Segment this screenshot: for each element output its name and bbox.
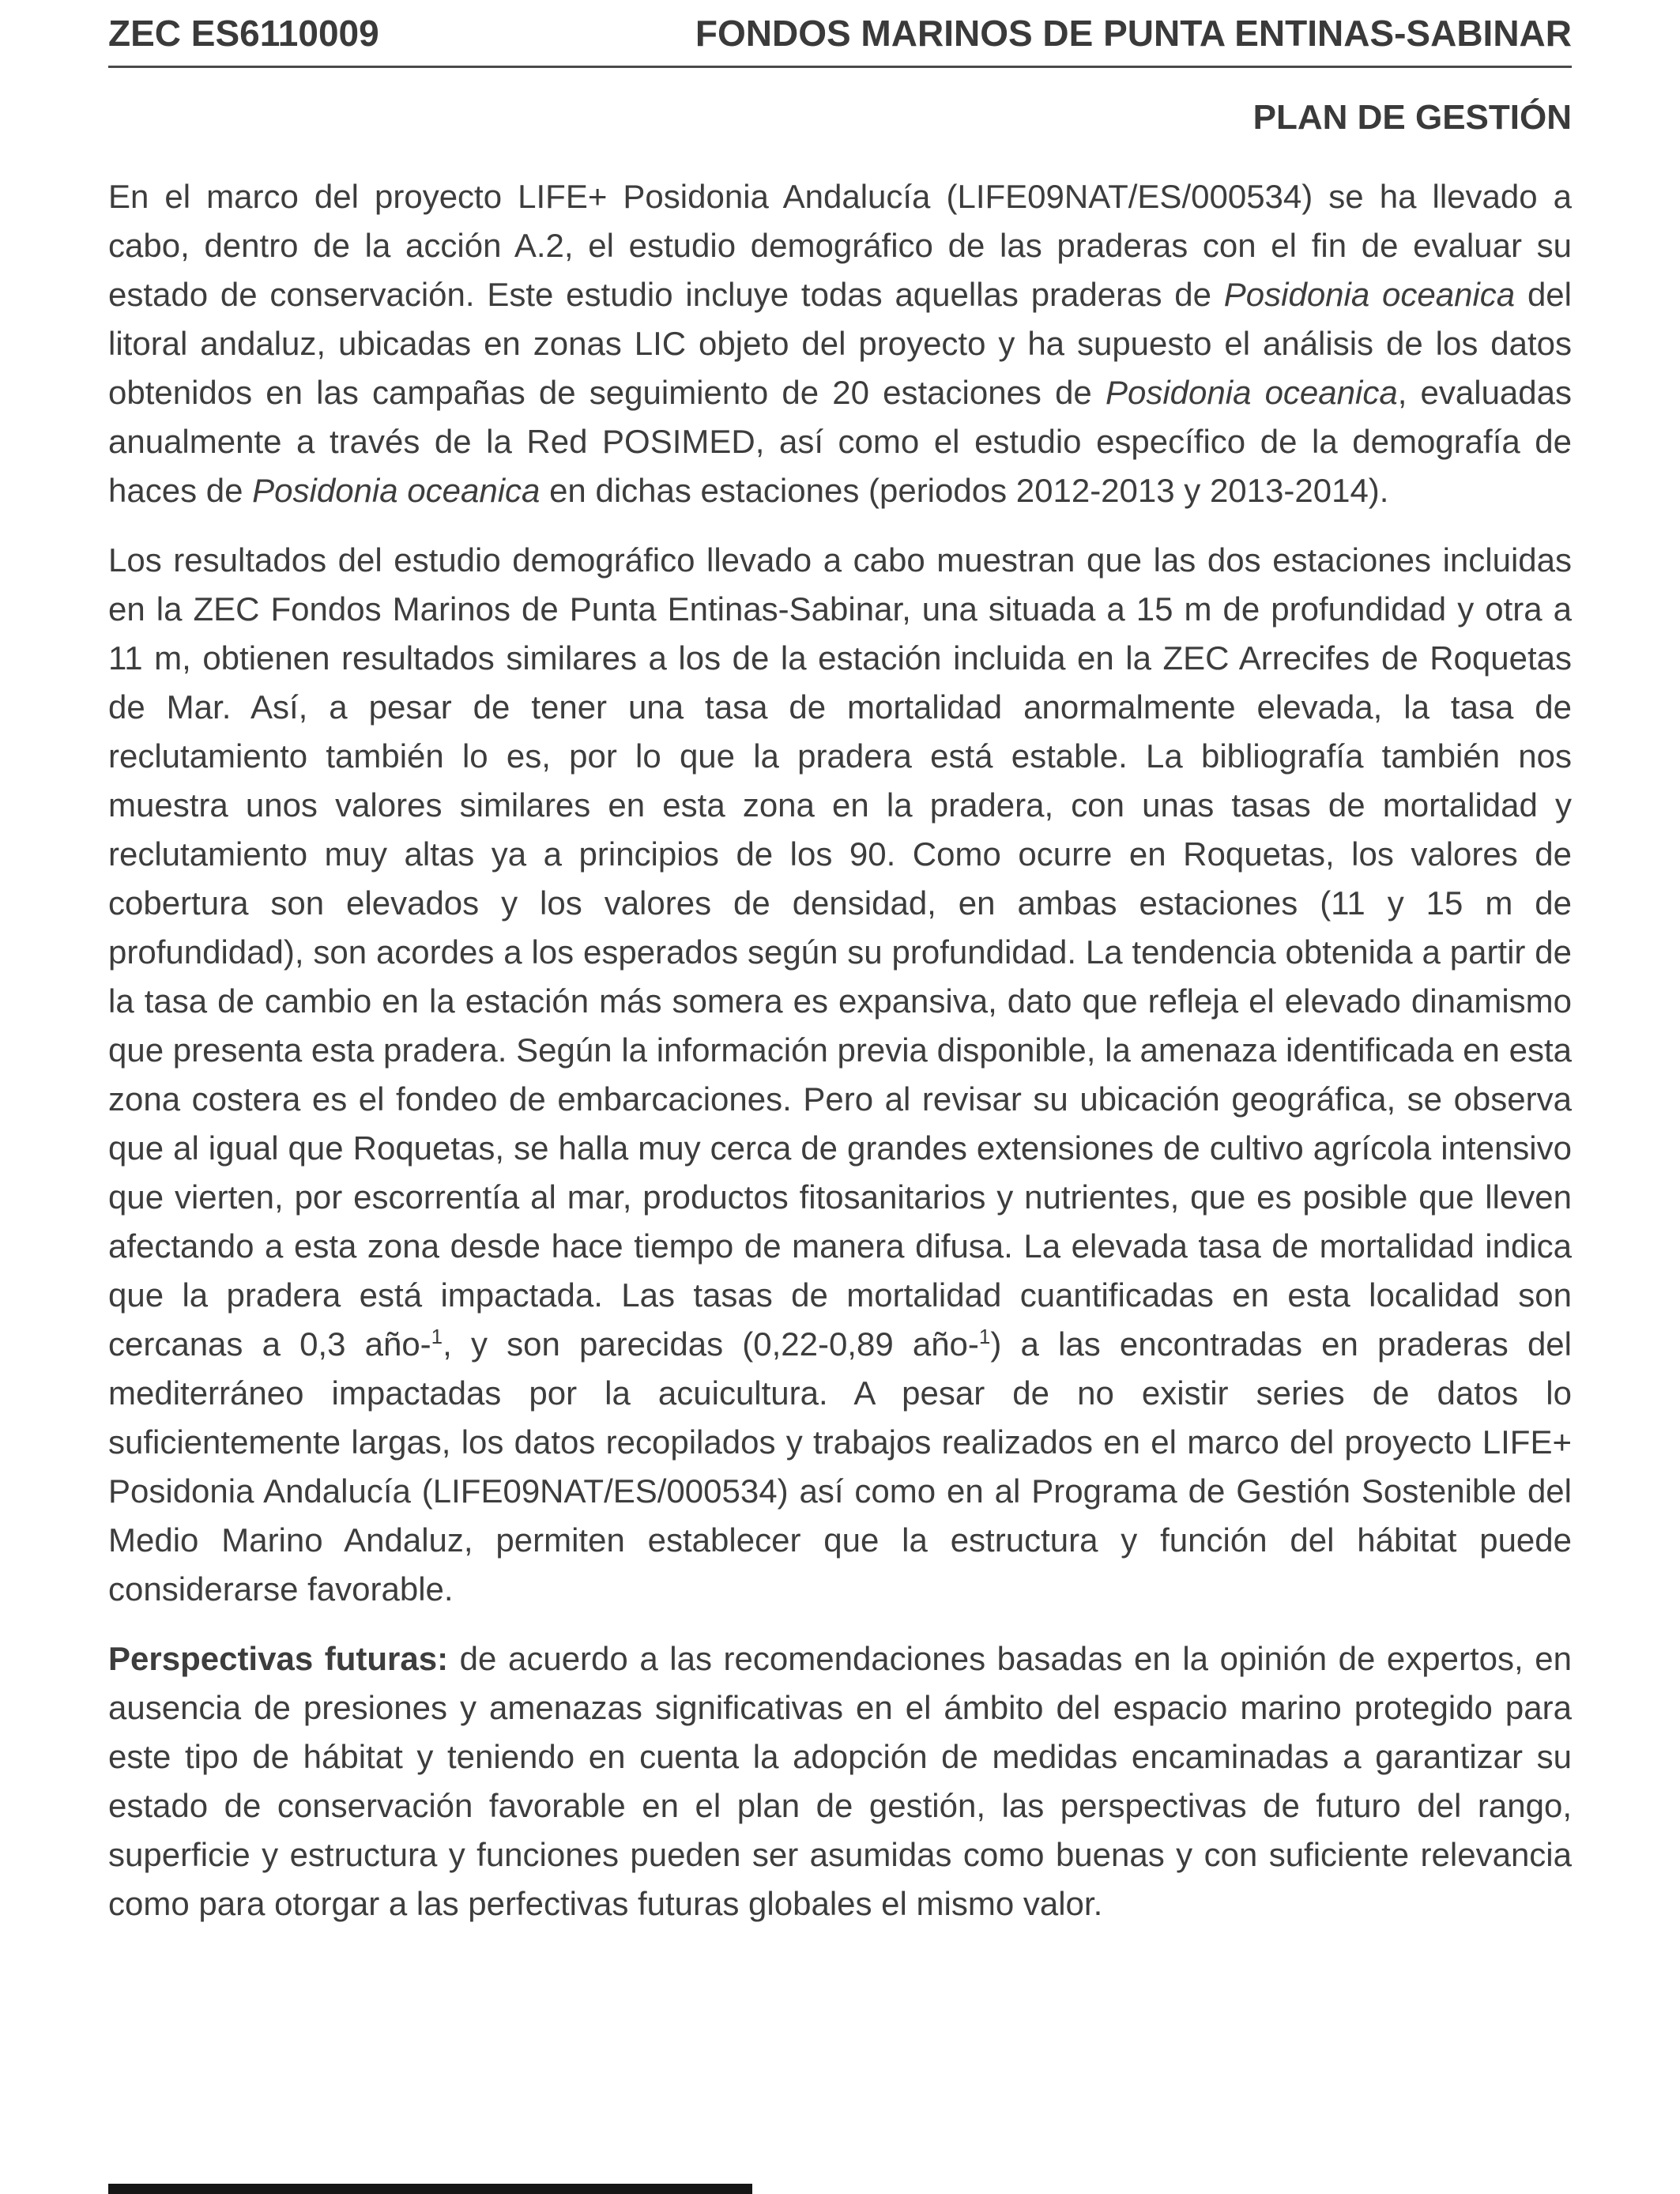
doc-code: ZEC ES6110009	[108, 13, 379, 54]
paragraph-study-intro: En el marco del proyecto LIFE+ Posidonia Andalucía (LIFE09NAT/ES/000534) se ha llevado a cabo, dentro de la acción A.2, el estudio demográfico de las praderas con el fin de evaluar su estado de conservación. Este estudio incluye todas aquellas praderas de Posidonia oceanica del litoral andaluz, ubicadas en zonas LIC objeto del proyecto y ha supuesto el análisis de los datos obtenidos en las campañas de seguimiento de 20 estaciones de Posidonia oceanica, evaluadas anualmente a través de la Red POSIMED, así como el estudio específico de la demografía de haces de Posidonia oceanica en dichas estaciones (periodos 2012-2013 y 2013-2014).	[108, 177, 1573, 509]
doc-title: FONDOS MARINOS DE PUNTA ENTINAS-SABINAR	[695, 13, 1572, 54]
document-body	[108, 172, 1572, 1928]
paragraph-results: Los resultados del estudio demográfico llevado a cabo muestran que las dos estaciones incluidas en la ZEC Fondos Marinos de Punta Entinas-Sabinar, una situada a 15 m de profundidad y otra a 11 m, obtienen resultados similares a los de la estación incluida en la ZEC Arrecifes de Roquetas de Mar. Así, a pesar de tener una tasa de mortalidad anormalmente elevada, la tasa de reclutamiento también lo es, por lo que la pradera está estable. La bibliografía también nos muestra unos valores similares en esta zona en la pradera, con unas tasas de mortalidad y reclutamiento muy altas ya a principios de los 90. Como ocurre en Roquetas, los valores de cobertura son elevados y los valores de densidad, en ambas estaciones (11 y 15 m de profundidad), son acordes a los esperados según su profundidad. La tendencia obtenida a partir de la tasa de cambio en la estación más somera es expansiva, dato que refleja el elevado dinamismo que presenta esta pradera. Según la información previa disponible, la amenaza identificada en esta zona costera es el fondeo de embarcaciones. Pero al revisar su ubicación geográfica, se observa que al igual que Roquetas, se halla muy cerca de grandes extensiones de cultivo agrícola intensivo que vierten, por escorrentía al mar, productos fitosanitarios y nutrientes, que es posible que lleven afectando a esta zona desde hace tiempo de manera difusa. La elevada tasa de mortalidad indica que la pradera está impactada. Las tasas de mortalidad cuantificadas en esta localidad son cercanas a 0,3 año-$^1$, y son parecidas (0,22-0,89 año-$^1$) a las encontradas en praderas del mediterráneo impactadas por la acuicultura. A pesar de no existir series de datos lo suficientemente largas, los datos recopilados y trabajos realizados en el marco del proyecto LIFE+ Posidonia Andalucía (LIFE09NAT/ES/000534) así como en al Programa de Gestión Sostenible del Medio Marino Andaluz, permiten establecer que la estructura y función del hábitat puede considerarse favorable.	[108, 541, 1572, 1608]
header-divider	[108, 66, 1572, 68]
document-header	[108, 13, 1572, 55]
paragraph-perspectivas-futuras: Perspectivas futuras: de acuerdo a las recomendaciones basadas en la opinión de expertos, en ausencia de presiones y amenazas significativas en el ámbito del espacio marino protegido para este tipo de hábitat y teniendo en cuenta la adopción de medidas encaminadas a garantizar su estado de conservación favorable en el plan de gestión, las perspectivas de futuro del rango, superficie y estructura y funciones pueden ser asumidas como buenas y con suficiente relevancia como para otorgar a las perfectivas futuras globales el mismo valor.	[108, 1639, 1572, 1922]
doc-subtitle: PLAN DE GESTIÓN	[1252, 97, 1572, 137]
bottom-dark-bar	[108, 2184, 752, 2194]
